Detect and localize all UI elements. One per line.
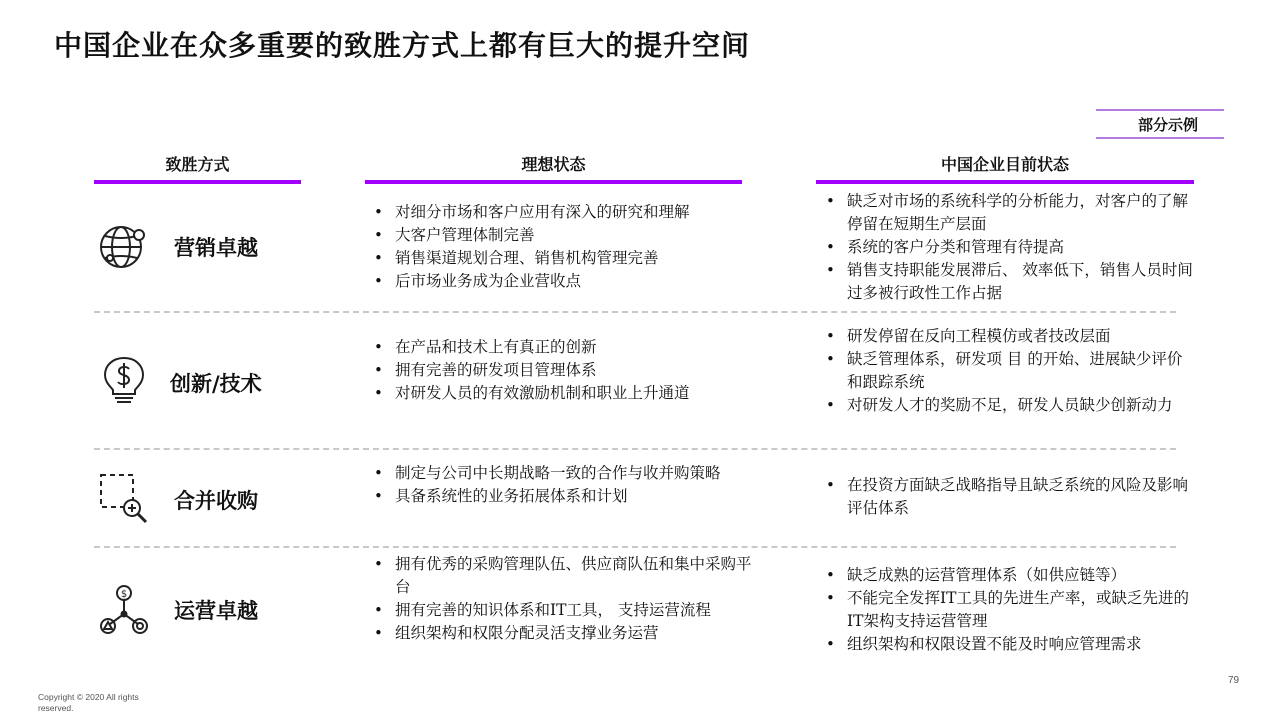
list-item: • 缺乏对市场的系统科学的分析能力，对客户的了解停留在短期生产层面 xyxy=(824,190,1194,236)
list-item: • 拥有优秀的采购管理队伍、供应商队伍和集中采购平台 xyxy=(372,553,752,599)
list-item: • 后市场业务成为企业营收点 xyxy=(372,270,772,293)
column-underline-ideal xyxy=(365,180,742,184)
select-zoom-icon xyxy=(98,472,150,524)
page-title: 中国企业在众多重要的致胜方式上都有巨大的提升空间 xyxy=(54,29,751,62)
list-item: • 研发停留在反向工程模仿或者技改层面 xyxy=(824,325,1194,348)
list-item: • 销售支持职能发展滞后、 效率低下，销售人员时间过多被行政性工作占据 xyxy=(824,259,1194,305)
row-divider xyxy=(94,546,1176,548)
copyright-notice: Copyright © 2020 All rights reserved. xyxy=(38,692,139,713)
list-item: • 组织架构和权限分配灵活支撑业务运营 xyxy=(372,622,752,645)
example-tag xyxy=(1096,109,1224,139)
list-item: • 大客户管理体制完善 xyxy=(372,224,772,247)
list-item: • 缺乏管理体系，研发项 目 的开始、进展缺少评价和跟踪系统 xyxy=(824,348,1194,394)
svg-text:$: $ xyxy=(120,589,128,600)
list-item: • 销售渠道规划合理、销售机构管理完善 xyxy=(372,247,772,270)
current-list-operations xyxy=(824,564,1194,656)
current-list-mna xyxy=(824,474,1194,520)
list-item: • 系统的客户分类和管理有待提高 xyxy=(824,236,1194,259)
list-item: • 对研发人才的奖励不足，研发人员缺少创新动力 xyxy=(824,394,1194,417)
row-label-marketing: 营销卓越 xyxy=(174,235,258,260)
example-tag-label: 部分示例 xyxy=(1137,116,1198,134)
ideal-list-operations xyxy=(372,553,752,645)
list-item: • 在产品和技术上有真正的创新 xyxy=(372,336,772,359)
list-item: • 不能完全发挥IT工具的先进生产率，或缺乏先进的IT架构支持运营管理 xyxy=(824,587,1194,633)
list-item: • 对细分市场和客户应用有深入的研究和理解 xyxy=(372,201,772,224)
column-underline-approach xyxy=(94,180,301,184)
list-item: • 对研发人员的有效激励机制和职业上升通道 xyxy=(372,382,772,405)
list-item: • 拥有完善的研发项目管理体系 xyxy=(372,359,772,382)
column-underline-current xyxy=(816,180,1194,184)
list-item: • 拥有完善的知识体系和IT工具， 支持运营流程 xyxy=(372,599,752,622)
row-label-operations: 运营卓越 xyxy=(174,598,258,623)
dollar-lightbulb-icon xyxy=(98,354,150,406)
page-number: 79 xyxy=(1228,675,1240,686)
operations-network-icon xyxy=(98,584,150,636)
column-header-current: 中国企业目前状态 xyxy=(940,155,1069,174)
globe-network-icon xyxy=(98,220,150,272)
list-item: • 具备系统性的业务拓展体系和计划 xyxy=(372,485,752,508)
list-item: • 组织架构和权限设置不能及时响应管理需求 xyxy=(824,633,1194,656)
row-divider xyxy=(94,448,1176,450)
column-header-approach: 致胜方式 xyxy=(165,155,230,174)
column-header-ideal: 理想状态 xyxy=(521,155,586,174)
row-label-mna: 合并收购 xyxy=(174,488,258,513)
ideal-list-innovation xyxy=(372,336,772,405)
ideal-list-marketing xyxy=(372,201,772,293)
current-list-marketing xyxy=(824,190,1194,305)
list-item: • 制定与公司中长期战略一致的合作与收并购策略 xyxy=(372,462,752,485)
row-label-innovation: 创新/技术 xyxy=(170,371,262,396)
list-item: • 缺乏成熟的运营管理体系（如供应链等） xyxy=(824,564,1194,587)
row-divider xyxy=(94,311,1176,313)
ideal-list-mna xyxy=(372,462,752,508)
list-item: • 在投资方面缺乏战略指导且缺乏系统的风险及影响评估体系 xyxy=(824,474,1194,520)
current-list-innovation xyxy=(824,325,1194,417)
